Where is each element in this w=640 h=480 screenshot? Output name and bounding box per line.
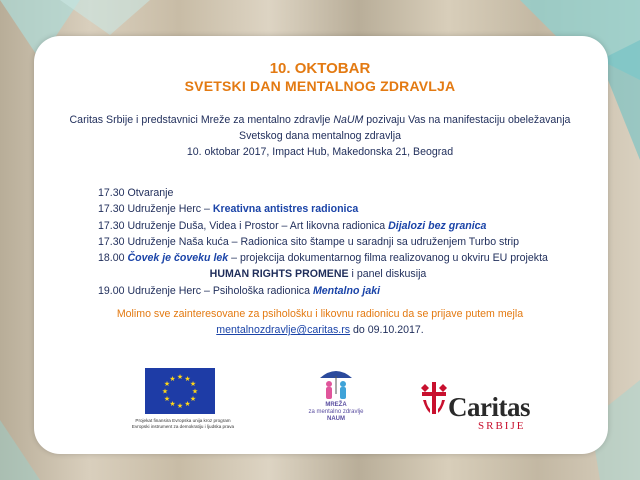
email-link[interactable]: mentalnozdravlje@caritas.rs (216, 324, 351, 336)
program-item (98, 250, 568, 266)
registration-note (0, 306, 640, 338)
program-time: 17.30 (98, 203, 125, 216)
svg-text:★: ★ (184, 376, 191, 383)
naum-logo (296, 364, 376, 423)
program-time: 18.00 (98, 252, 125, 265)
program-time: 19.00 (98, 284, 125, 297)
note-line-1: Molimo sve zainteresovane za psihološku i likovnu radionicu da se prijave putem mejla (116, 308, 524, 320)
intro-line-1-b: pozivaju Vas na manifestaciju obeležavanja (363, 114, 571, 126)
note-deadline: do 09.10.2017. (350, 324, 424, 336)
program-item (98, 218, 568, 234)
film-title: HUMAN RIGHTS PROMENE (209, 268, 349, 281)
naum-line-2: za mentalno zdravlje (308, 409, 364, 415)
program-highlight: Čovek je čoveku lek (127, 252, 229, 265)
intro-line-3: 10. oktobar 2017, Impact Hub, Makedonska 21, Beograd (186, 146, 454, 158)
naum-line-3: NAUM (327, 416, 345, 422)
program-tail: i panel diskusija (348, 268, 427, 281)
program-text: Udruženje Herc – Psihološka radionica (124, 284, 313, 297)
program-text: Udruženje Naša kuća – Radionica sito štampe u saradnji sa udruženjem Turbo strip (124, 235, 520, 248)
intro-line-1 (0, 112, 640, 128)
intro-line-1-a: Caritas Srbije i predstavnici Mreže za mentalno zdravlje (69, 114, 334, 126)
caritas-emblem-icon (416, 380, 448, 416)
program-text: Otvaranje (124, 187, 174, 199)
program-tail: – projekcija dokumentarnog filma realizovanog u okviru EU projekta (228, 252, 548, 265)
program-highlight: Kreativna antistres radionica (212, 203, 359, 216)
intro-line-2: Svetskog dana mentalnog zdravlja (239, 130, 401, 142)
program-item (98, 201, 568, 217)
svg-text:★: ★ (189, 381, 197, 388)
svg-text:★: ★ (163, 396, 171, 403)
program-time: 17.30 (98, 235, 125, 248)
program-text: Udruženje Duša, Videa i Prostor – Art likovna radionica (124, 219, 389, 232)
eu-caption (98, 418, 268, 430)
svg-text:★: ★ (169, 401, 176, 408)
program-item (98, 283, 568, 299)
eu-caption-line-2: Evropski instrument za demokratiju i ljudska prava (131, 424, 235, 429)
svg-text:★: ★ (184, 401, 191, 408)
umbrella-people-icon (316, 364, 356, 402)
eu-flag-logo (145, 368, 215, 414)
svg-text:★: ★ (189, 396, 197, 403)
svg-text:★: ★ (169, 376, 176, 383)
naum-line-1: MREŽA (325, 402, 347, 408)
svg-text:★: ★ (161, 388, 169, 396)
svg-text:★: ★ (163, 381, 171, 388)
note-line-2 (0, 322, 640, 338)
program-item (98, 234, 568, 250)
eu-stars-icon (145, 368, 215, 414)
svg-text:★: ★ (176, 374, 184, 381)
naum-emphasis: NaUM (333, 114, 364, 126)
program-list (98, 185, 568, 299)
program-item-continued (98, 266, 538, 282)
svg-text:★: ★ (191, 388, 199, 396)
program-text: Udruženje Herc – (124, 203, 213, 216)
caritas-country-text: SRBIJE (478, 420, 526, 432)
intro-text (0, 112, 640, 160)
program-item (98, 185, 568, 201)
program-time: 17.30 (98, 187, 125, 199)
program-highlight: Mentalno jaki (312, 284, 381, 297)
event-title-heading: SVETSKI DAN MENTALNOG ZDRAVLJA (184, 78, 456, 94)
caritas-logo-text: Caritas (448, 392, 530, 422)
svg-text:★: ★ (176, 403, 184, 410)
eu-caption-line-1: Projekat finansira Evropska unija kroz program (135, 418, 231, 423)
program-highlight: Dijalozi bez granica (388, 219, 487, 232)
program-time: 17.30 (98, 219, 125, 232)
event-date-heading: 10. OKTOBAR (269, 60, 371, 77)
